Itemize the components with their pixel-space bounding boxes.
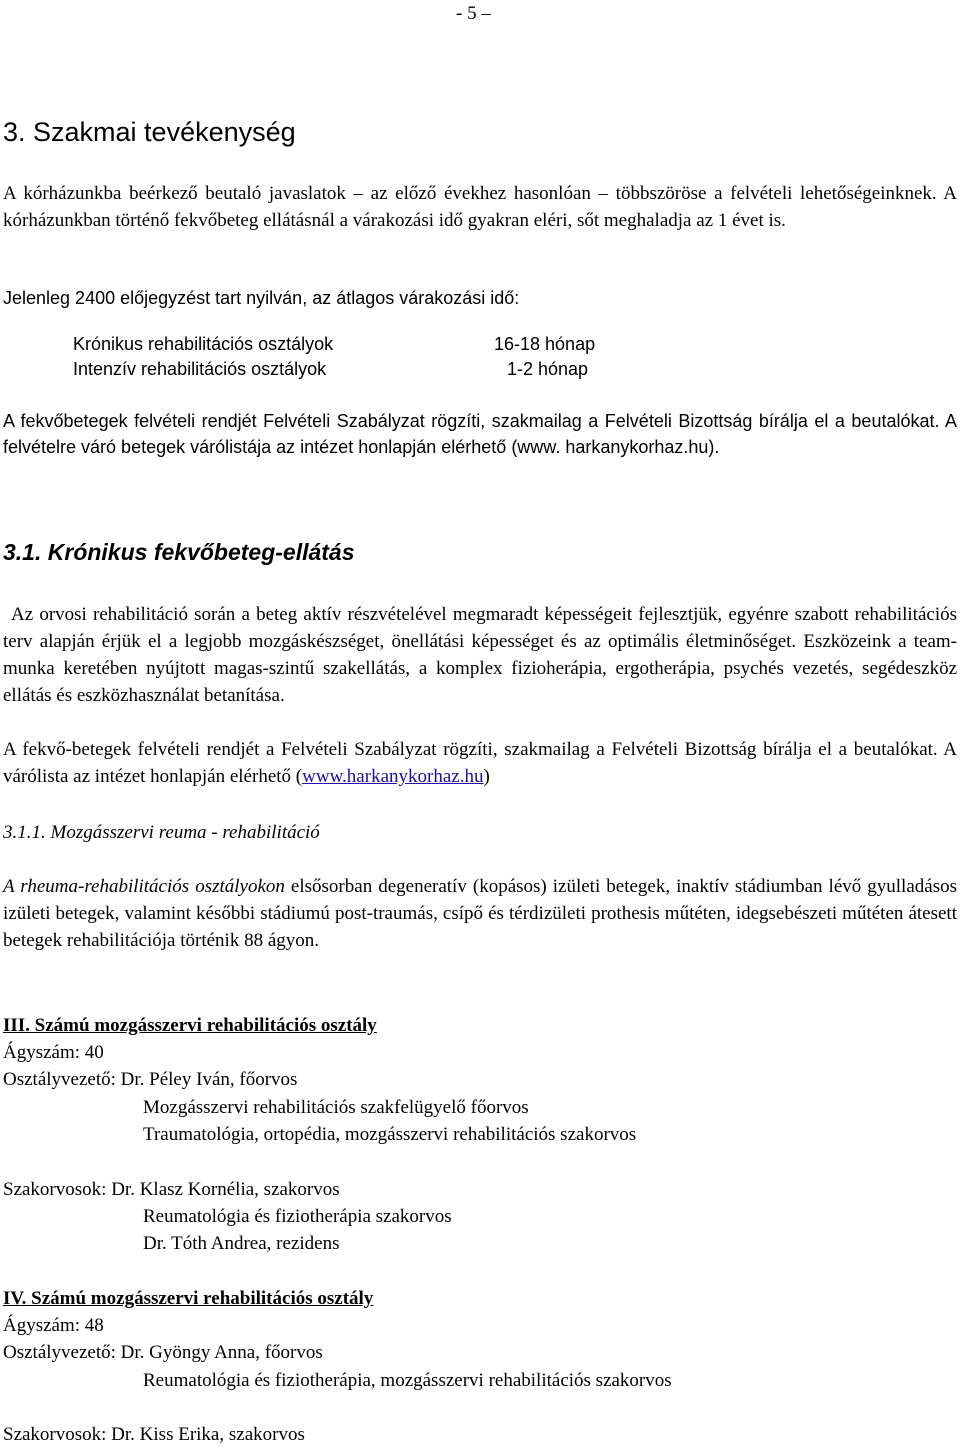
head-name: Dr. Péley Iván, főorvos [120,1069,298,1090]
page-number: - 5 – [456,3,491,24]
waiting-list-intro: Jelenleg 2400 előjegyzést tart nyilván, az átlagos várakozási idő: [3,288,520,308]
ward-iii-head [3,1066,297,1093]
rheuma-paragraph [3,873,957,954]
wait-row-label: Intenzív rehabilitációs osztályok [73,359,327,379]
ward-iv-beds: Ágyszám: 48 [3,1315,104,1336]
intro-paragraph: A kórházunkba beérkező beutaló javaslatok – az előző évekhez hasonlóan – többszöröse a felvételi lehetőségeinknek. A kórházunkban történő fekvőbeteg ellátásnál a várakozási idő gyakran eléri, sőt meghaladja az 1 évet is. [3,183,957,231]
head-label: Osztályvezető: [3,1069,121,1090]
ward-iii-title: III. Számú mozgásszervi rehabilitációs osztály [3,1015,377,1036]
wait-row-value: 1-2 hónap [507,359,589,379]
ward-iv-title: IV. Számú mozgásszervi rehabilitációs osztály [3,1288,374,1309]
rehab-paragraph: Az orvosi rehabilitáció során a beteg aktív részvételével megmaradt képességeit fejlesztjük, egyénre szabott rehabilitációs terv alapján érjük el a legjobb mozgáskészséget, önellátási képességet és az optimális életminőséget. Eszközeink a team-munka keretében nyújtott magas-szintű szakellátás, a komplex fizioherápia, ergotherápia, psychés vezetés, segédeszköz ellátás és eszközhasználat betanítása. [3,604,957,706]
admission-rules-paragraph [3,736,957,790]
spec-first: Dr. Klasz Kornélia, szakorvos [111,1179,340,1200]
rheuma-lead: A rheuma-rehabilitációs osztályokon [3,876,285,897]
admission-paragraph: A fekvőbetegek felvételi rendjét Felvételi Szabályzat rögzíti, szakmailag a Felvételi Bizottság bírálja el a beutalókat. A felvételre váró betegek várólistája az intézet honlapján elérhető (www. harkanykorhaz.hu). [3,411,957,457]
admission-rules-end: ) [483,766,490,787]
wait-row-label: Krónikus rehabilitációs osztályok [73,334,334,354]
ward-iii-specialists [3,1176,340,1203]
rheuma-rest: elsősorban degeneratív (kopásos) izületi betegek, inaktív stádiumban lévő gyulladásos izületi betegek, valamint későbbi stádiumú post-traumás, csípő és térdizületi prothesis műtéten, idegsebészeti műtéten átesett betegek rehabilitációja történik 88 ágyon. [3,876,957,951]
wait-row-value: 16-18 hónap [494,334,596,354]
admission-rules-text: A fekvő-betegek felvételi rendjét a Felvételi Szabályzat rögzíti, szakmailag a Felvételi Bizottság bírálja el a beutalókat. A várólista az intézet honlapján elérhető ( [3,739,957,787]
head-name: Dr. Gyöngy Anna, főorvos [120,1342,323,1363]
head-label: Osztályvezető: [3,1342,121,1363]
spec-line: Dr. Tóth Andrea, rezidens [143,1233,340,1254]
ward-iv-specialists: Szakorvosok: Dr. Kiss Erika, szakorvos [3,1424,305,1445]
spec-label: Szakorvosok: [3,1179,112,1200]
subsubsection-title: 3.1.1. Mozgásszervi reuma - rehabilitáció [3,822,320,843]
spec-line: Reumatológia és fiziotherápia szakorvos [143,1206,452,1227]
head-role: Mozgásszervi rehabilitációs szakfelügyelő főorvos [143,1097,529,1118]
section-title: 3. Szakmai tevékenység [3,117,296,147]
ward-iv-head [3,1339,323,1366]
head-role: Traumatológia, ortopédia, mozgásszervi rehabilitációs szakorvos [143,1124,637,1145]
head-role: Reumatológia és fiziotherápia, mozgásszervi rehabilitációs szakorvos [143,1370,672,1391]
subsection-title: 3.1. Krónikus fekvőbeteg-ellátás [3,539,355,565]
website-link[interactable]: www.harkanykorhaz.hu [302,766,484,787]
ward-iii-beds: Ágyszám: 40 [3,1042,104,1063]
